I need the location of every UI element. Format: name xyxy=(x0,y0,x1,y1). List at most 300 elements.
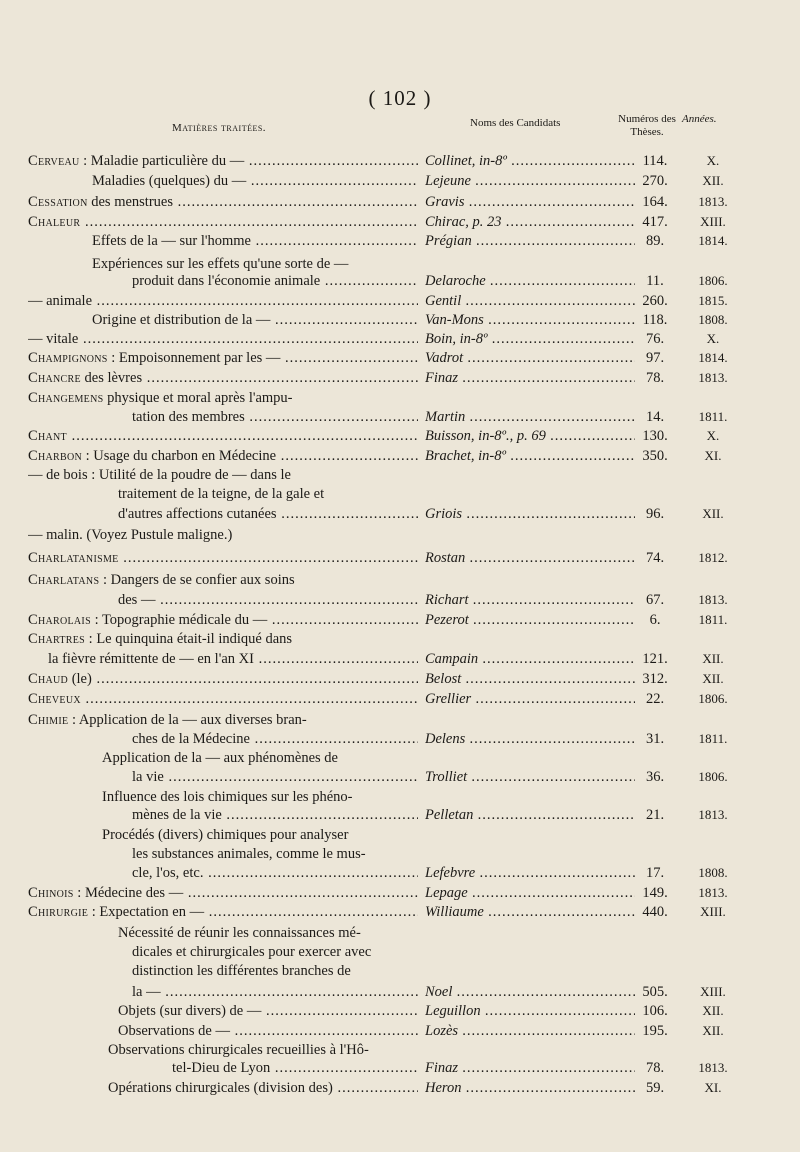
entry-candidate xyxy=(425,172,635,190)
entry-subject xyxy=(28,526,418,544)
entry-thesis-number: 96. xyxy=(645,506,665,522)
entry-candidate xyxy=(425,292,635,310)
entry-candidate xyxy=(425,730,635,748)
index-entry xyxy=(0,1041,800,1059)
entry-subject xyxy=(132,864,418,882)
index-entry xyxy=(0,591,800,609)
entry-thesis-number: 78. xyxy=(645,1060,665,1076)
entry-subject xyxy=(108,1079,418,1097)
leader-dots xyxy=(81,691,418,707)
entry-text: — animale xyxy=(28,293,93,309)
entry-text: : Médecine des — xyxy=(73,885,184,901)
entry-subject xyxy=(28,466,418,484)
entry-text: mènes de la vie xyxy=(132,807,222,823)
entry-text: des — xyxy=(118,592,156,608)
entry-subject xyxy=(118,1002,418,1020)
entry-text: Nécessité de réunir les connaissances mé- xyxy=(118,925,361,941)
entry-year: 1811. xyxy=(698,731,728,746)
entry-thesis-number: 114. xyxy=(642,153,668,169)
entry-subject xyxy=(92,232,418,250)
entry-subject xyxy=(28,549,418,567)
entry-subject xyxy=(92,255,418,273)
entry-year: 1814. xyxy=(698,350,728,365)
index-entry xyxy=(0,292,800,310)
entry-text: produit dans l'économie animale xyxy=(132,273,321,289)
index-entry xyxy=(0,152,800,170)
entry-text: (le) xyxy=(68,671,92,687)
index-entry xyxy=(0,730,800,748)
entry-heading-term: Chancre xyxy=(28,370,81,386)
leader-dots xyxy=(320,273,418,289)
entry-candidate xyxy=(425,903,635,921)
entry-year: XI. xyxy=(704,1080,722,1095)
entry-subject xyxy=(118,924,418,942)
entry-subject xyxy=(132,962,418,980)
entry-year: XII. xyxy=(702,1023,724,1038)
index-entry xyxy=(0,611,800,629)
entry-text: : Application de la — aux diverses bran- xyxy=(68,712,307,728)
entry-text: tel-Dieu de Lyon xyxy=(172,1060,271,1076)
entry-candidate xyxy=(425,369,635,387)
index-entry xyxy=(0,172,800,190)
entry-subject xyxy=(132,943,418,961)
leader-dots xyxy=(183,885,418,901)
entry-thesis-number: 11. xyxy=(646,273,664,289)
entry-text: Origine et distribution de la — xyxy=(92,312,271,328)
entry-thesis-number: 417. xyxy=(642,214,668,230)
leader-dots xyxy=(254,651,418,667)
entry-text: la — xyxy=(132,984,161,1000)
index-entry xyxy=(0,232,800,250)
entry-year: XIII. xyxy=(700,904,726,919)
entry-candidate xyxy=(425,311,635,329)
index-entry xyxy=(0,466,800,484)
entry-thesis-number: 260. xyxy=(642,293,668,309)
candidate-name: Griois xyxy=(425,506,463,522)
index-entry xyxy=(0,311,800,329)
entry-subject xyxy=(28,292,418,310)
header-years: Années. xyxy=(682,113,717,125)
entry-year: XIII. xyxy=(700,984,726,999)
entry-text: : Empoisonnement par les — xyxy=(107,350,281,366)
entry-thesis-number: 505. xyxy=(642,984,668,1000)
entry-subject xyxy=(28,427,418,445)
index-entry xyxy=(0,505,800,523)
leader-dots xyxy=(277,506,418,522)
index-entry xyxy=(0,650,800,668)
index-entry xyxy=(0,924,800,942)
entry-candidate xyxy=(425,690,635,708)
entry-year: 1806. xyxy=(698,273,728,288)
entry-subject xyxy=(132,272,418,290)
entry-subject xyxy=(132,768,418,786)
entry-thesis-number: 31. xyxy=(645,731,665,747)
index-entry xyxy=(0,903,800,921)
entry-heading-term: Charolais xyxy=(28,612,91,628)
index-entry xyxy=(0,193,800,211)
entry-candidate xyxy=(425,213,635,231)
page-number: ( 102 ) xyxy=(368,86,432,110)
entry-candidate xyxy=(425,591,635,609)
entry-thesis-number: 76. xyxy=(645,331,665,347)
entry-thesis-number: 36. xyxy=(645,769,665,785)
entry-year: XI. xyxy=(704,448,722,463)
entry-text: cle, l'os, etc. xyxy=(132,865,204,881)
entry-year: X. xyxy=(706,331,720,346)
index-entry xyxy=(0,485,800,503)
entry-candidate xyxy=(425,864,635,882)
leader-dots xyxy=(251,233,418,249)
candidate-name: Vadrot xyxy=(425,350,464,366)
candidate-name: Martin xyxy=(425,409,466,425)
entry-year: 1814. xyxy=(698,233,728,248)
entry-text: : Dangers de se confier aux soins xyxy=(99,572,295,588)
leader-dots xyxy=(244,153,418,169)
entry-candidate xyxy=(425,650,635,668)
entry-subject xyxy=(28,611,418,629)
entry-text: — de bois : Utilité de la poudre de — dans le xyxy=(28,467,291,483)
entry-heading-term: Charlatans xyxy=(28,572,100,588)
entry-text: Application de la — aux phénomènes de xyxy=(102,750,338,766)
entry-candidate xyxy=(425,427,635,445)
entry-subject xyxy=(118,505,418,523)
entry-year: 1813. xyxy=(698,194,728,209)
candidate-name: Gentil xyxy=(425,293,462,309)
entry-text: Observations de — xyxy=(118,1023,230,1039)
entry-subject xyxy=(28,571,418,589)
candidate-name: Brachet, in-8º xyxy=(425,448,507,464)
index-entry xyxy=(0,272,800,290)
entry-candidate xyxy=(425,1002,635,1020)
entry-subject xyxy=(48,650,418,668)
entry-subject xyxy=(102,788,418,806)
leader-dots xyxy=(119,550,418,566)
leader-dots xyxy=(164,769,418,785)
entry-text: Observations chirurgicales recueillies à l'Hô- xyxy=(108,1042,369,1058)
entry-subject xyxy=(28,670,418,688)
entry-year: XII. xyxy=(702,671,724,686)
header-thesis-numbers: Numéros des Thèses. xyxy=(618,113,676,138)
entry-subject xyxy=(102,749,418,767)
entry-year: X. xyxy=(706,428,720,443)
entry-candidate xyxy=(425,232,635,250)
entry-candidate xyxy=(425,611,635,629)
entry-year: 1808. xyxy=(698,865,728,880)
candidate-name: Buisson, in-8º., p. 69 xyxy=(425,428,546,444)
leader-dots xyxy=(270,1060,418,1076)
entry-thesis-number: 164. xyxy=(642,194,668,210)
entry-text: Objets (sur divers) de — xyxy=(118,1003,262,1019)
entry-thesis-number: 440. xyxy=(642,904,668,920)
entry-year: XII. xyxy=(702,506,724,521)
index-entry xyxy=(0,427,800,445)
leader-dots xyxy=(245,409,418,425)
entry-text: la vie xyxy=(132,769,164,785)
entry-year: 1815. xyxy=(698,293,728,308)
entry-text: Maladies (quelques) du — xyxy=(92,173,247,189)
entry-year: XIII. xyxy=(700,214,726,229)
candidate-name: Prégian xyxy=(425,233,472,249)
leader-dots xyxy=(80,214,418,230)
entry-heading-term: Changemens xyxy=(28,390,104,406)
entry-thesis-number: 118. xyxy=(642,312,668,328)
entry-year: 1806. xyxy=(698,691,728,706)
entry-year: 1813. xyxy=(698,1060,728,1075)
entry-heading-term: Chartres xyxy=(28,631,86,647)
index-entry xyxy=(0,571,800,589)
entry-heading-term: Chaleur xyxy=(28,214,81,230)
entry-candidate xyxy=(425,330,635,348)
entry-year: XII. xyxy=(702,173,724,188)
index-entry xyxy=(0,1022,800,1040)
entry-text: Expériences sur les effets qu'une sorte de — xyxy=(92,256,349,272)
candidate-name: Gravis xyxy=(425,194,465,210)
entry-subject xyxy=(28,193,418,211)
entry-subject xyxy=(118,1022,418,1040)
entry-text: dicales et chirurgicales pour exercer avec xyxy=(132,944,372,960)
entry-subject xyxy=(28,349,418,367)
entry-candidate xyxy=(425,768,635,786)
candidate-name: Lefebvre xyxy=(425,865,476,881)
entry-thesis-number: 74. xyxy=(645,550,665,566)
index-entry xyxy=(0,943,800,961)
index-entry xyxy=(0,962,800,980)
candidate-name: Richart xyxy=(425,592,469,608)
candidate-name: Heron xyxy=(425,1080,462,1096)
entry-thesis-number: 21. xyxy=(645,807,665,823)
index-entry xyxy=(0,408,800,426)
entry-heading-term: Chinois xyxy=(28,885,74,901)
candidate-name: Collinet, in-8º xyxy=(425,153,507,169)
entry-candidate xyxy=(425,884,635,902)
leader-dots xyxy=(92,671,418,687)
entry-thesis-number: 59. xyxy=(645,1080,665,1096)
leader-dots xyxy=(203,865,418,881)
entry-text: Influence des lois chimiques sur les phéno- xyxy=(102,789,353,805)
entry-text: Procédés (divers) chimiques pour analyser xyxy=(102,827,349,843)
entry-subject xyxy=(108,1041,418,1059)
entry-text: Opérations chirurgicales (division des) xyxy=(108,1080,333,1096)
index-entry xyxy=(0,768,800,786)
entry-thesis-number: 149. xyxy=(642,885,668,901)
index-entry xyxy=(0,884,800,902)
index-entry xyxy=(0,983,800,1001)
entry-text: : Topographie médicale du — xyxy=(90,612,268,628)
entry-thesis-number: 78. xyxy=(645,370,665,386)
entry-year: 1813. xyxy=(698,592,728,607)
entry-candidate xyxy=(425,447,635,465)
leader-dots xyxy=(204,904,418,920)
entry-subject xyxy=(28,711,418,729)
index-entry xyxy=(0,255,800,273)
entry-text: : Le quinquina était-il indiqué dans xyxy=(85,631,293,647)
candidate-name: Campain xyxy=(425,651,479,667)
index-entry xyxy=(0,749,800,767)
entry-thesis-number: 22. xyxy=(645,691,665,707)
entry-subject xyxy=(28,213,418,231)
entry-heading-term: Chaud xyxy=(28,671,69,687)
leader-dots xyxy=(92,293,418,309)
entry-year: 1813. xyxy=(698,807,728,822)
leader-dots xyxy=(333,1080,418,1096)
leader-dots xyxy=(222,807,418,823)
entry-candidate xyxy=(425,983,635,1001)
candidate-name: Lozès xyxy=(425,1023,459,1039)
entry-subject xyxy=(118,591,418,609)
entry-subject xyxy=(28,152,418,170)
candidate-name: Van-Mons xyxy=(425,312,484,328)
index-entry xyxy=(0,864,800,882)
entry-heading-term: Charbon xyxy=(28,448,82,464)
entry-candidate xyxy=(425,272,635,290)
entry-subject xyxy=(132,730,418,748)
entry-year: 1808. xyxy=(698,312,728,327)
leader-dots xyxy=(161,984,418,1000)
entry-subject xyxy=(28,389,418,407)
header-candidates: Noms des Candidats xyxy=(470,117,561,129)
entry-text: — vitale xyxy=(28,331,79,347)
index-entry xyxy=(0,369,800,387)
index-entry xyxy=(0,1002,800,1020)
entry-subject xyxy=(118,485,418,503)
entry-subject xyxy=(28,690,418,708)
candidate-name: Delaroche xyxy=(425,273,486,289)
index-entry xyxy=(0,526,800,544)
index-entry xyxy=(0,826,800,844)
entry-subject xyxy=(92,311,418,329)
entry-year: 1806. xyxy=(698,769,728,784)
entry-thesis-number: 6. xyxy=(649,612,661,628)
entry-candidate xyxy=(425,1079,635,1097)
entry-candidate xyxy=(425,1059,635,1077)
entry-subject xyxy=(28,369,418,387)
entry-text: : Expectation en — xyxy=(88,904,205,920)
entry-year: 1813. xyxy=(698,885,728,900)
index-entry xyxy=(0,711,800,729)
candidate-name: Finaz xyxy=(425,1060,459,1076)
candidate-name: Rostan xyxy=(425,550,466,566)
entry-candidate xyxy=(425,505,635,523)
candidate-name: Noel xyxy=(425,984,453,1000)
index-entry xyxy=(0,630,800,648)
entry-text: ches de la Médecine xyxy=(132,731,250,747)
candidate-name: Pelletan xyxy=(425,807,474,823)
entry-text: : Maladie particulière du — xyxy=(79,153,245,169)
leader-dots xyxy=(280,350,418,366)
candidate-name: Delens xyxy=(425,731,466,747)
entry-text: des menstrues xyxy=(87,194,173,210)
entry-subject xyxy=(172,1059,418,1077)
entry-thesis-number: 67. xyxy=(645,592,665,608)
index-entry xyxy=(0,213,800,231)
entry-text: : Usage du charbon en Médecine xyxy=(82,448,277,464)
leader-dots xyxy=(142,370,418,386)
index-entry xyxy=(0,330,800,348)
entry-heading-term: Champignons xyxy=(28,350,108,366)
candidate-name: Finaz xyxy=(425,370,459,386)
entry-text: traitement de la teigne, de la gale et xyxy=(118,486,325,502)
entry-subject xyxy=(132,845,418,863)
entry-subject xyxy=(28,447,418,465)
leader-dots xyxy=(276,448,418,464)
entry-thesis-number: 121. xyxy=(642,651,668,667)
entry-subject xyxy=(132,983,418,1001)
entry-candidate xyxy=(425,806,635,824)
candidate-name: Boin, in-8º xyxy=(425,331,488,347)
entry-year: 1813. xyxy=(698,370,728,385)
entry-heading-term: Chimie xyxy=(28,712,69,728)
entry-heading-term: Chant xyxy=(28,428,67,444)
entry-heading-term: Charlatanisme xyxy=(28,550,119,566)
entry-subject xyxy=(102,826,418,844)
candidate-name: Belost xyxy=(425,671,462,687)
leader-dots xyxy=(267,612,418,628)
leader-dots xyxy=(246,173,418,189)
entry-subject xyxy=(92,172,418,190)
entry-thesis-number: 14. xyxy=(645,409,665,425)
entry-year: 1811. xyxy=(698,612,728,627)
entry-thesis-number: 270. xyxy=(642,173,668,189)
entry-thesis-number: 97. xyxy=(645,350,665,366)
leader-dots xyxy=(155,592,418,608)
candidate-name: Williaume xyxy=(425,904,484,920)
entry-text: distinction les différentes branches de xyxy=(132,963,351,979)
entry-thesis-number: 350. xyxy=(642,448,668,464)
candidate-name: Lejeune xyxy=(425,173,471,189)
entry-year: X. xyxy=(706,153,720,168)
header-matters: Matières traitées. xyxy=(172,122,267,134)
entry-subject xyxy=(132,408,418,426)
entry-candidate xyxy=(425,670,635,688)
entry-year: 1811. xyxy=(698,409,728,424)
entry-candidate xyxy=(425,193,635,211)
entry-text: physique et moral après l'ampu- xyxy=(103,390,293,406)
entry-thesis-number: 130. xyxy=(642,428,668,444)
entry-text: les substances animales, comme le mus- xyxy=(132,846,366,862)
entry-text: la fièvre rémittente de — en l'an XI xyxy=(48,651,254,667)
index-entry xyxy=(0,349,800,367)
entry-candidate xyxy=(425,152,635,170)
leader-dots xyxy=(250,731,418,747)
candidate-name: Pezerot xyxy=(425,612,469,628)
entry-subject xyxy=(132,806,418,824)
entry-year: XII. xyxy=(702,651,724,666)
leader-dots xyxy=(230,1023,418,1039)
entry-candidate xyxy=(425,549,635,567)
candidate-name: Grellier xyxy=(425,691,472,707)
entry-candidate xyxy=(425,1022,635,1040)
candidate-name: Trolliet xyxy=(425,769,468,785)
index-entry xyxy=(0,1079,800,1097)
index-entry xyxy=(0,690,800,708)
index-entry xyxy=(0,389,800,407)
entry-text: tation des membres xyxy=(132,409,245,425)
entry-thesis-number: 312. xyxy=(642,671,668,687)
candidate-name: Lepage xyxy=(425,885,468,901)
index-entry xyxy=(0,670,800,688)
leader-dots xyxy=(67,428,418,444)
entry-text: des lèvres xyxy=(80,370,143,386)
candidate-name: Chirac, p. 23 xyxy=(425,214,502,230)
leader-dots xyxy=(78,331,418,347)
leader-dots xyxy=(270,312,418,328)
entry-heading-term: Cheveux xyxy=(28,691,81,707)
entry-thesis-number: 17. xyxy=(645,865,665,881)
entry-thesis-number: 106. xyxy=(642,1003,668,1019)
index-entry xyxy=(0,1059,800,1077)
index-entry xyxy=(0,549,800,567)
entry-candidate xyxy=(425,349,635,367)
